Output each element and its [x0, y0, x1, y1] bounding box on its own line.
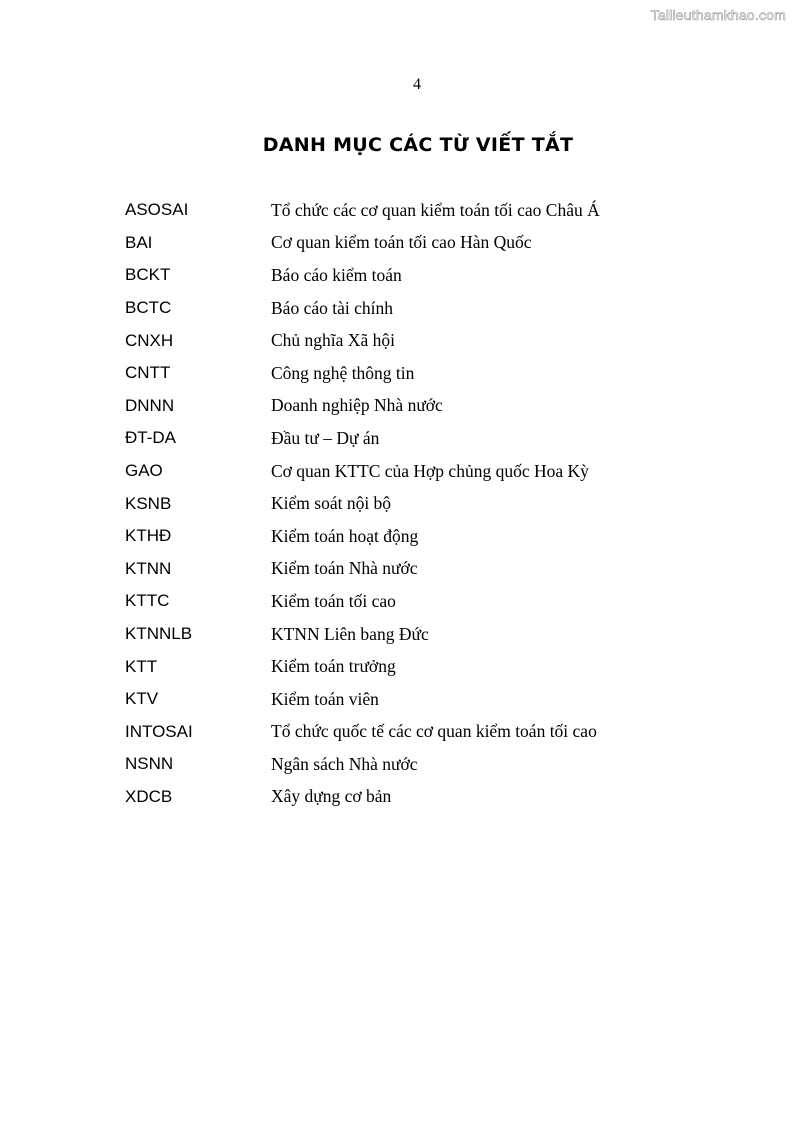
watermark: Tailieuthamkhao.com	[650, 7, 786, 23]
abbreviation-meaning: Kiểm toán viên	[271, 688, 379, 709]
abbreviation-code: XDCB	[125, 786, 173, 806]
abbreviation-meaning: Ngân sách Nhà nước	[271, 753, 418, 774]
abbreviation-meaning: Kiểm toán hoạt động	[271, 525, 419, 546]
abbreviation-code: CNXH	[125, 330, 174, 350]
list-item	[125, 585, 685, 618]
list-item	[125, 683, 685, 716]
abbreviation-code: KTTC	[125, 591, 170, 611]
abbreviation-meaning: Kiểm toán Nhà nước	[271, 558, 418, 579]
abbreviation-meaning: Công nghệ thông tin	[271, 362, 415, 383]
list-item	[125, 487, 685, 520]
abbreviation-meaning: Báo cáo tài chính	[271, 297, 393, 318]
abbreviation-code: NSNN	[125, 754, 174, 774]
abbreviation-code: INTOSAI	[125, 721, 193, 741]
list-item	[125, 748, 685, 781]
abbreviation-meaning: Tổ chức các cơ quan kiểm toán tối cao Châu Á	[271, 199, 600, 220]
list-item	[125, 650, 685, 683]
abbreviation-code: ASOSAI	[125, 200, 189, 220]
abbreviation-code: BAI	[125, 232, 153, 252]
abbreviation-code: DNNN	[125, 395, 175, 415]
abbreviation-code: ĐT-DA	[125, 428, 176, 448]
abbreviation-meaning: Doanh nghiệp Nhà nước	[271, 395, 443, 416]
list-item	[125, 618, 685, 651]
abbreviation-code: BCTC	[125, 298, 172, 318]
abbreviation-code: BCKT	[125, 265, 171, 285]
abbreviation-code: KTHĐ	[125, 526, 172, 546]
abbreviation-code: KSNB	[125, 493, 172, 513]
abbreviation-code: CNTT	[125, 363, 171, 383]
abbreviation-meaning: Kiểm toán tối cao	[271, 590, 396, 611]
abbreviation-meaning: Kiểm soát nội bộ	[271, 493, 392, 514]
list-item	[125, 259, 685, 292]
abbreviation-meaning: Cơ quan kiểm toán tối cao Hàn Quốc	[271, 232, 532, 253]
abbreviation-meaning: Chủ nghĩa Xã hội	[271, 330, 395, 351]
list-item	[125, 324, 685, 357]
abbreviation-meaning: Đầu tư – Dự án	[271, 427, 380, 448]
abbreviation-code: GAO	[125, 461, 163, 481]
list-item	[125, 390, 685, 423]
list-item	[125, 194, 685, 227]
list-item	[125, 357, 685, 390]
list-item	[125, 716, 685, 749]
abbreviation-meaning: Báo cáo kiểm toán	[271, 264, 402, 285]
abbreviation-meaning: Tổ chức quốc tế các cơ quan kiểm toán tối cao	[271, 721, 597, 742]
list-item	[125, 781, 685, 814]
abbreviation-code: KTV	[125, 689, 159, 709]
page-number: 4	[413, 76, 421, 93]
page-title: DANH MỤC CÁC TỪ VIẾT TẮT	[262, 134, 574, 156]
abbreviation-list	[125, 194, 685, 813]
list-item	[125, 422, 685, 455]
abbreviation-code: KTNNLB	[125, 624, 193, 644]
abbreviation-code: KTNN	[125, 558, 172, 578]
list-item	[125, 520, 685, 553]
abbreviation-meaning: Kiểm toán trưởng	[271, 656, 396, 677]
abbreviation-code: KTT	[125, 656, 158, 676]
list-item	[125, 455, 685, 488]
abbreviation-meaning: Xây dựng cơ bản	[271, 786, 392, 807]
abbreviation-meaning: Cơ quan KTTC của Hợp chủng quốc Hoa Kỳ	[271, 460, 589, 481]
abbreviation-meaning: KTNN Liên bang Đức	[271, 623, 429, 644]
list-item	[125, 292, 685, 325]
list-item	[125, 553, 685, 586]
list-item	[125, 227, 685, 260]
